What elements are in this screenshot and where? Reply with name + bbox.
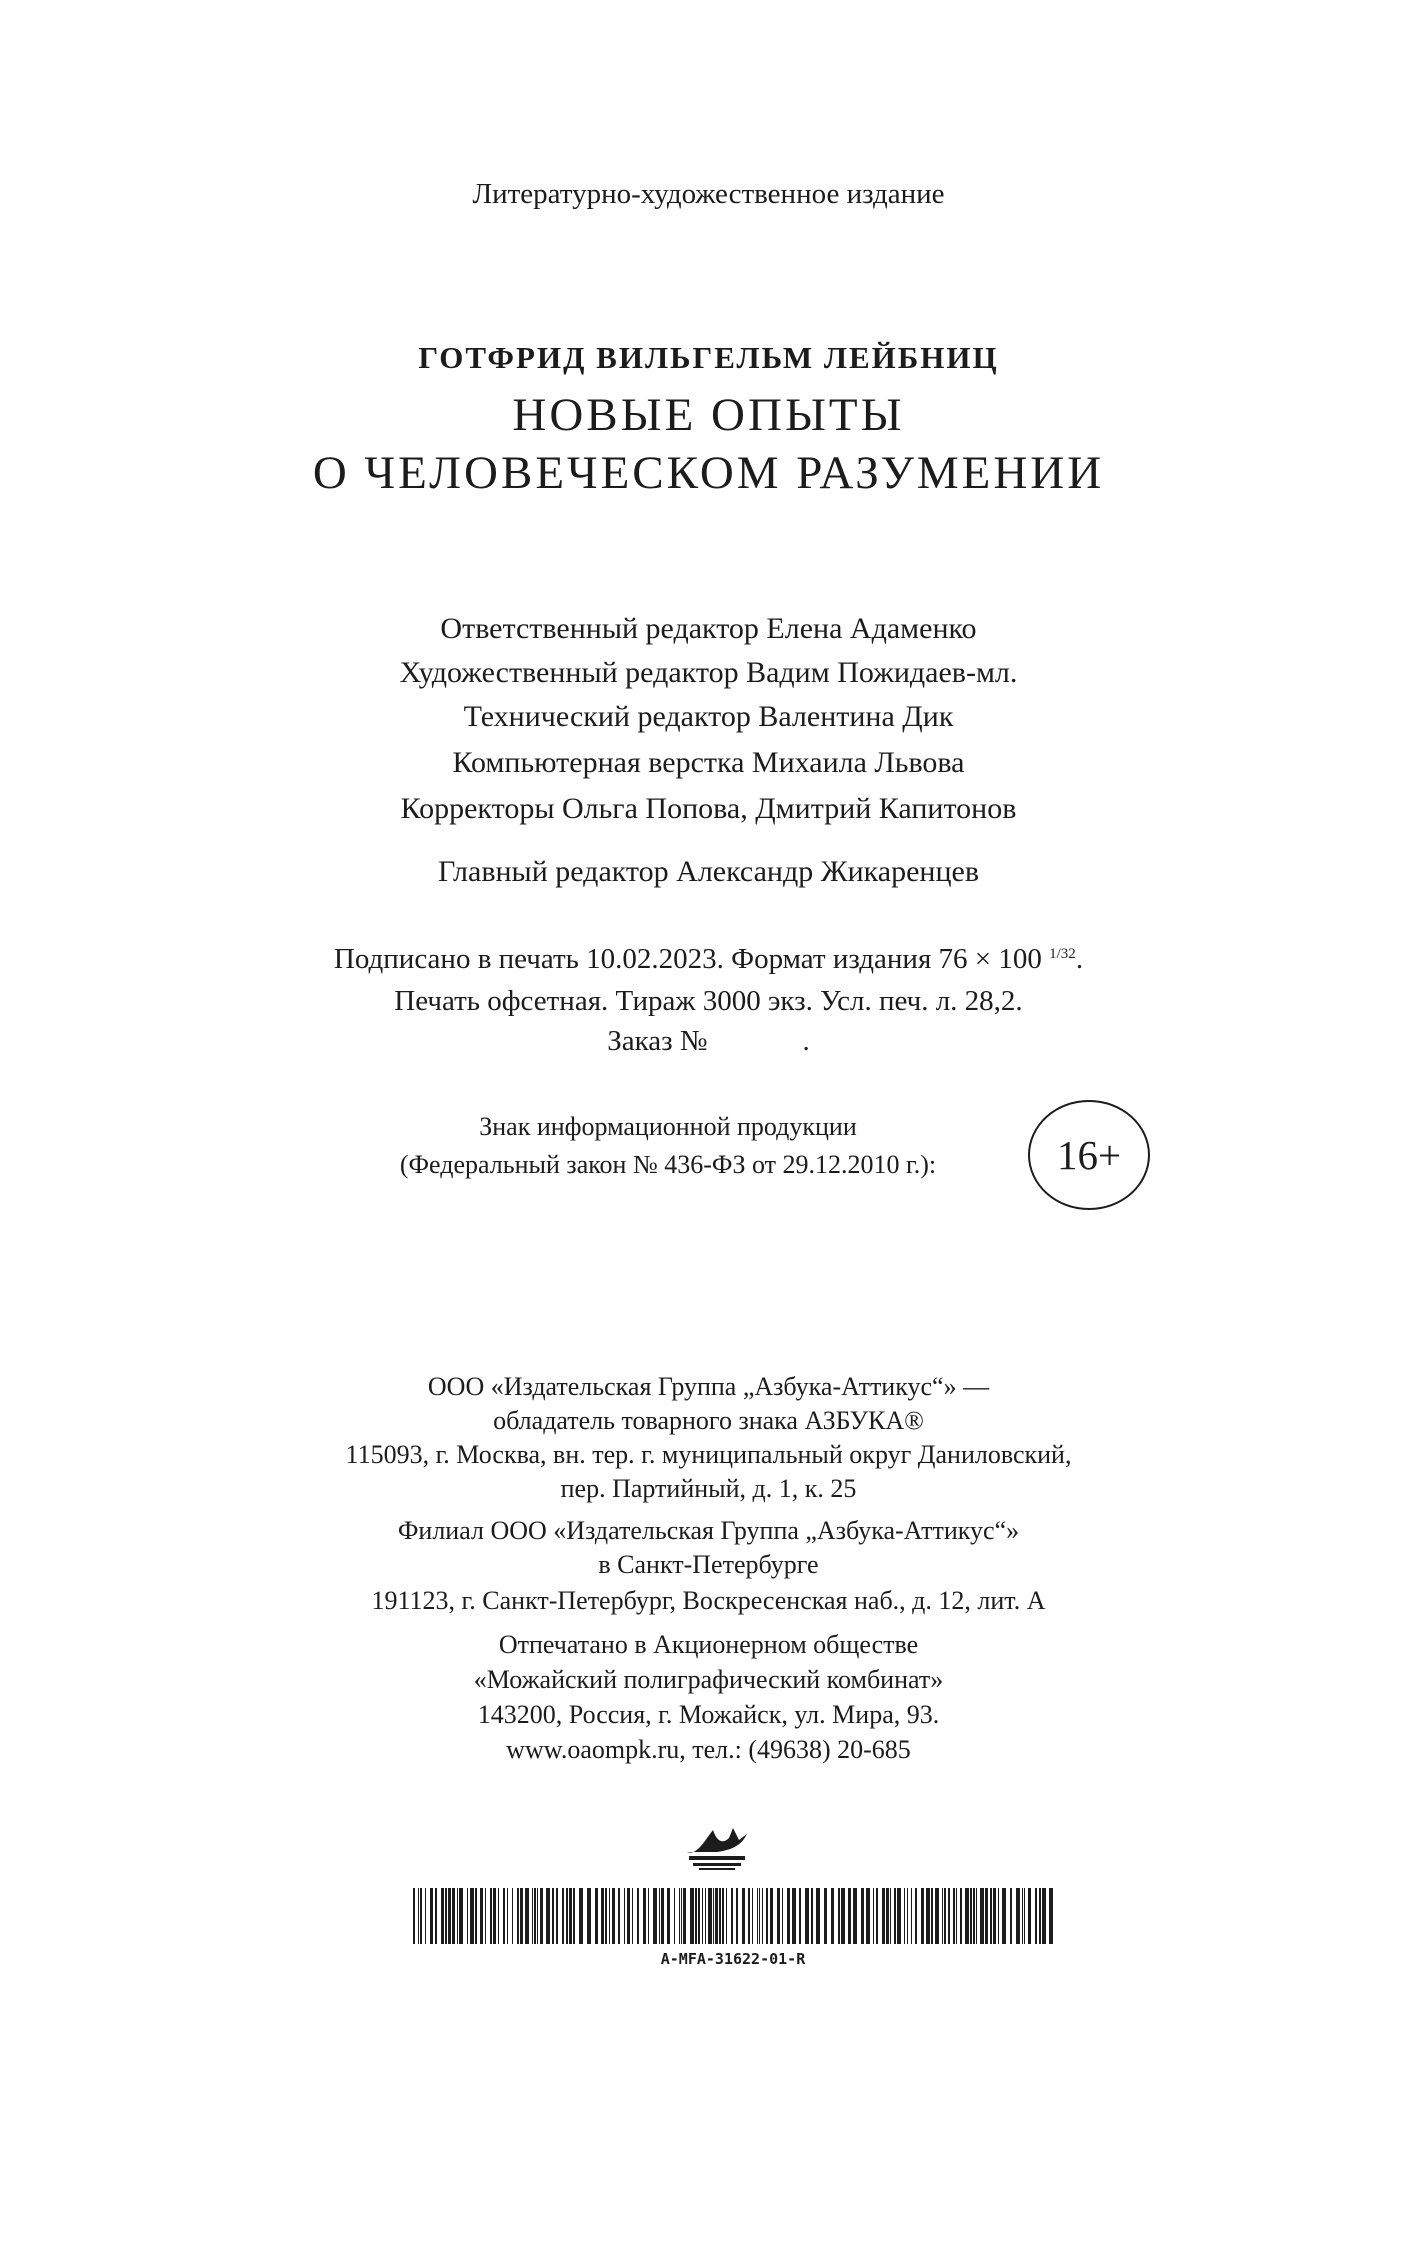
barcode-bar: [595, 1888, 598, 1944]
barcode-bar: [1042, 1888, 1046, 1944]
age-rating-text-line: (Федеральный закон № 436-ФЗ от 29.12.2010 г.):: [399, 1150, 937, 1179]
barcode-bar: [661, 1888, 664, 1944]
barcode-bar: [731, 1888, 733, 1944]
barcode-bar: [824, 1888, 827, 1944]
barcode-bar: [1028, 1888, 1031, 1944]
barcode-bar: [540, 1888, 543, 1944]
barcode-bar: [944, 1888, 946, 1944]
barcode-bar: [573, 1888, 575, 1944]
barcode-bar: [485, 1888, 486, 1944]
age-rating-text-line: Знак информационной продукции: [479, 1112, 857, 1141]
barcode-bar: [805, 1888, 809, 1944]
barcode-bar: [448, 1888, 451, 1944]
barcode-bar: [748, 1888, 750, 1944]
barcode-bar: [861, 1888, 864, 1944]
barcode-bar: [876, 1888, 878, 1944]
barcode-bar: [517, 1888, 519, 1944]
publisher-line: Филиал ООО «Издательская Группа „Азбука-Аттикус“»: [397, 1516, 1020, 1545]
barcode-bar: [562, 1888, 564, 1944]
barcode-bar: [970, 1888, 972, 1944]
age-rating-block: [338, 1100, 1158, 1210]
format-fraction: 1/32: [1049, 946, 1076, 962]
printer-logo-icon: [683, 1822, 751, 1872]
barcode-bar: [637, 1888, 639, 1944]
barcode-bar: [503, 1888, 505, 1944]
barcode-bar: [713, 1888, 714, 1944]
barcode-bar: [690, 1888, 694, 1944]
barcode-bar: [681, 1888, 682, 1944]
barcode-bar: [452, 1888, 455, 1944]
barcode-bar: [1024, 1888, 1025, 1944]
staff-line: Ответственный редактор Елена Адаменко: [440, 612, 977, 645]
barcode-bar: [853, 1888, 857, 1944]
barcode-bar: [702, 1888, 703, 1944]
barcode-bar: [953, 1888, 955, 1944]
barcode-bar: [907, 1888, 908, 1944]
barcode-bar: [435, 1888, 437, 1944]
barcode-bar: [546, 1888, 550, 1944]
barcode-bar: [459, 1888, 463, 1944]
barcode-bar: [831, 1888, 834, 1944]
barcode-bar: [948, 1888, 950, 1944]
staff-line: Корректоры Ольга Попова, Дмитрий Капитонов: [400, 792, 1017, 825]
barcode-bar: [1035, 1888, 1037, 1944]
barcode-bar: [653, 1888, 657, 1944]
barcode-bar: [782, 1888, 783, 1944]
printer-line: Отпечатано в Акционерном обществе: [498, 1630, 919, 1659]
barcode-bar: [1016, 1888, 1020, 1944]
barcode-bar: [719, 1888, 721, 1944]
barcode-bar: [816, 1888, 820, 1944]
staff-line: Технический редактор Валентина Дик: [463, 700, 954, 733]
barcode-bar: [679, 1888, 680, 1944]
barcode-bar: [609, 1888, 610, 1944]
barcode-bar: [960, 1888, 962, 1944]
publisher-line: в Санкт-Петербурге: [598, 1550, 819, 1579]
barcode-bar: [894, 1888, 896, 1944]
barcode-bar: [618, 1888, 620, 1944]
barcode-bar: [480, 1888, 483, 1944]
barcode-bar: [475, 1888, 477, 1944]
barcode-bar: [973, 1888, 975, 1944]
barcode-bar: [643, 1888, 646, 1944]
barcode-bar: [811, 1888, 813, 1944]
barcode-bar: [980, 1888, 984, 1944]
barcode-bar: [441, 1888, 444, 1944]
barcode-bar: [695, 1888, 697, 1944]
printer-contacts: www.oaompk.ru, тел.: (49638) 20-685: [506, 1735, 911, 1764]
barcode-bar: [512, 1888, 513, 1944]
barcode-bar: [490, 1888, 492, 1944]
barcode-bar: [841, 1888, 845, 1944]
barcode-bar: [766, 1888, 768, 1944]
printer-line: 143200, Россия, г. Можайск, ул. Мира, 93.: [477, 1700, 940, 1729]
publisher-line: 115093, г. Москва, вн. тер. г. муниципальный округ Даниловский,: [345, 1440, 1072, 1469]
barcode-bar: [601, 1888, 604, 1944]
barcode-bar: [552, 1888, 554, 1944]
print-info-line-2: Печать офсетная. Тираж 3000 экз. Усл. печ. л. 28,2.: [394, 985, 1023, 1017]
order-number: Заказ № .: [607, 1025, 810, 1057]
barcode-bar: [777, 1888, 780, 1944]
barcode-bar: [556, 1888, 558, 1944]
barcode-bar: [445, 1888, 447, 1944]
barcode-bar: [430, 1888, 433, 1944]
barcode-bar: [525, 1888, 529, 1944]
barcode-bar: [897, 1888, 901, 1944]
barcode-bar: [942, 1888, 943, 1944]
barcode-bar: [792, 1888, 796, 1944]
barcode-bars: [413, 1888, 1053, 1944]
staff-line: Художественный редактор Вадим Пожидаев-мл.: [399, 656, 1018, 689]
barcode-bar: [418, 1888, 419, 1944]
barcode-bar: [534, 1888, 536, 1944]
barcode-bar: [915, 1888, 917, 1944]
barcode-bar: [708, 1888, 712, 1944]
barcode-bar: [457, 1888, 458, 1944]
print-info-line-1: [0, 943, 1417, 976]
barcode-bar: [722, 1888, 724, 1944]
barcode-code: A-MFA-31622-01-R: [660, 1950, 806, 1968]
barcode-bar: [985, 1888, 988, 1944]
publisher-line: обладатель товарного знака АЗБУКА®: [493, 1406, 924, 1435]
barcode-bar: [799, 1888, 801, 1944]
barcode-bar: [605, 1888, 607, 1944]
publisher-line: 191123, г. Санкт-Петербург, Воскресенская наб., д. 12, лит. А: [371, 1586, 1046, 1615]
barcode-bar: [990, 1888, 992, 1944]
barcode-bar: [921, 1888, 924, 1944]
barcode-bar: [911, 1888, 912, 1944]
barcode-bar: [873, 1888, 874, 1944]
barcode-bar: [698, 1888, 700, 1944]
barcode-bar: [537, 1888, 538, 1944]
barcode-bar: [413, 1888, 415, 1944]
barcode-bar: [848, 1888, 851, 1944]
publisher-line: пер. Партийный, д. 1, к. 25: [560, 1474, 857, 1503]
barcode-bar: [498, 1888, 499, 1944]
barcode-bar: [993, 1888, 996, 1944]
barcode-bar: [736, 1888, 738, 1944]
barcode-bar: [998, 1888, 999, 1944]
book-title-line-2: О ЧЕЛОВЕЧЕСКОМ РАЗУМЕНИИ: [312, 447, 1105, 499]
barcode-bar: [965, 1888, 969, 1944]
barcode-bar: [904, 1888, 905, 1944]
barcode-bar: [632, 1888, 633, 1944]
barcode-bar: [566, 1888, 568, 1944]
publisher-line: ООО «Издательская Группа „Азбука-Аттикус“» —: [427, 1372, 990, 1401]
barcode-bar: [1002, 1888, 1006, 1944]
barcode-bar: [493, 1888, 496, 1944]
barcode-bar: [886, 1888, 889, 1944]
barcode-bar: [1039, 1888, 1041, 1944]
barcode-bar: [569, 1888, 572, 1944]
barcode-bar: [1049, 1888, 1053, 1944]
barcode-bar: [931, 1888, 933, 1944]
barcode-bar: [520, 1888, 523, 1944]
barcode-bar: [612, 1888, 615, 1944]
barcode-bar: [742, 1888, 745, 1944]
barcode-bar: [420, 1888, 422, 1944]
barcode-bar: [624, 1888, 625, 1944]
barcode-bar: [532, 1888, 533, 1944]
barcode-bar: [467, 1888, 468, 1944]
barcode-bar: [956, 1888, 957, 1944]
barcode-bar: [507, 1888, 508, 1944]
barcode-bar: [838, 1888, 840, 1944]
barcode-bar: [770, 1888, 773, 1944]
age-rating-badge: 16+: [1028, 1100, 1150, 1210]
barcode-bar: [425, 1888, 426, 1944]
barcode-bar: [579, 1888, 583, 1944]
barcode-bar: [659, 1888, 660, 1944]
barcode-bar: [648, 1888, 649, 1944]
barcode-bar: [627, 1888, 630, 1944]
barcode-bar: [787, 1888, 790, 1944]
barcode-bar: [683, 1888, 686, 1944]
barcode-bar: [752, 1888, 753, 1944]
barcode-bar: [1022, 1888, 1023, 1944]
barcode-bar: [470, 1888, 474, 1944]
barcode-bar: [757, 1888, 758, 1944]
chief-editor: Главный редактор Александр Жикаренцев: [437, 855, 980, 888]
barcode-bar: [759, 1888, 760, 1944]
barcode-bar: [926, 1888, 930, 1944]
barcode-bar: [976, 1888, 977, 1944]
barcode-icon: [413, 1888, 1053, 1968]
barcode-bar: [935, 1888, 939, 1944]
barcode-bar: [890, 1888, 891, 1944]
barcode-bar: [715, 1888, 718, 1944]
printer-line: «Можайский полиграфический комбинат»: [473, 1665, 944, 1694]
barcode-bar: [667, 1888, 670, 1944]
barcode-bar: [674, 1888, 675, 1944]
staff-line: Компьютерная верстка Михаила Львова: [452, 746, 965, 779]
barcode-bar: [726, 1888, 727, 1944]
print-info-text: Подписано в печать 10.02.2023. Формат издания 76 × 100: [333, 943, 1050, 975]
barcode-bar: [866, 1888, 870, 1944]
barcode-bar: [762, 1888, 763, 1944]
print-info-end: .: [1075, 943, 1084, 975]
barcode-bar: [587, 1888, 591, 1944]
book-title-line-1: НОВЫЕ ОПЫТЫ: [512, 389, 905, 441]
barcode-bar: [705, 1888, 706, 1944]
barcode-bar: [1010, 1888, 1012, 1944]
author-name: ГОТФРИД ВИЛЬГЕЛЬМ ЛЕЙБНИЦ: [418, 340, 999, 375]
age-rating-text: [338, 1108, 998, 1184]
order-label: Заказ №: [607, 1025, 708, 1057]
edition-type: Литературно-художественное издание: [472, 178, 945, 210]
barcode-bar: [882, 1888, 885, 1944]
